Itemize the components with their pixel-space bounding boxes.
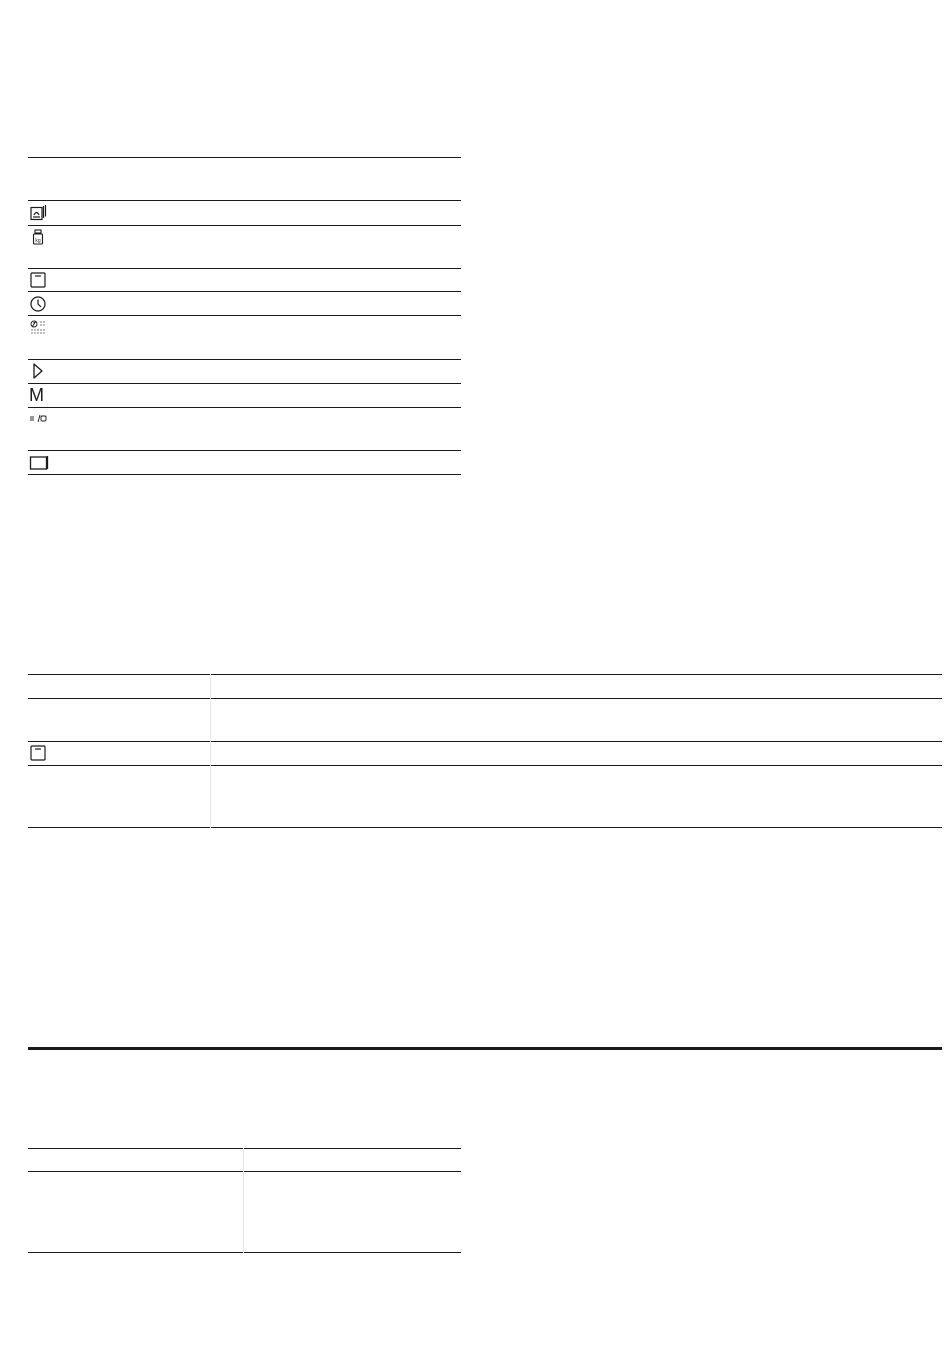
oven-function-icon xyxy=(29,744,47,762)
table-2-header-rule xyxy=(28,698,942,699)
table-3-header-rule xyxy=(28,1171,461,1172)
timer-grid-icon xyxy=(29,319,47,337)
svg-text:kg: kg xyxy=(35,238,41,244)
table-2-row-rule xyxy=(28,741,942,742)
table-3-bottom-rule xyxy=(28,1252,461,1253)
table-1-row-rule xyxy=(28,268,461,269)
table-1-top-rule xyxy=(28,157,461,158)
table-1-row-rule xyxy=(28,225,461,226)
table-3-top-rule xyxy=(28,1148,461,1149)
meat-probe-icon xyxy=(29,229,47,247)
on-off-icon xyxy=(29,411,47,429)
table-1-row-rule xyxy=(28,359,461,360)
oven-function-icon xyxy=(29,271,47,289)
table-2-row-rule xyxy=(28,765,942,766)
table-3-column-divider xyxy=(243,1148,244,1253)
section-divider xyxy=(28,1047,942,1050)
door-rectangle-icon xyxy=(29,454,49,472)
start-triangle-icon xyxy=(29,362,47,380)
table-2-bottom-rule xyxy=(28,827,942,828)
table-1-bottom-rule xyxy=(28,474,461,475)
table-1-row-rule xyxy=(28,450,461,451)
table-1-row-rule xyxy=(28,291,461,292)
table-2-column-divider xyxy=(210,674,211,828)
table-1-header-rule xyxy=(28,200,461,201)
table-1-row-rule xyxy=(28,383,461,384)
table-2-top-rule xyxy=(28,674,942,675)
grill-oven-icon xyxy=(29,204,47,222)
memory-m-icon: M xyxy=(29,385,44,405)
table-1-row-rule xyxy=(28,315,461,316)
table-1-row-rule xyxy=(28,407,461,408)
clock-icon xyxy=(29,295,47,313)
